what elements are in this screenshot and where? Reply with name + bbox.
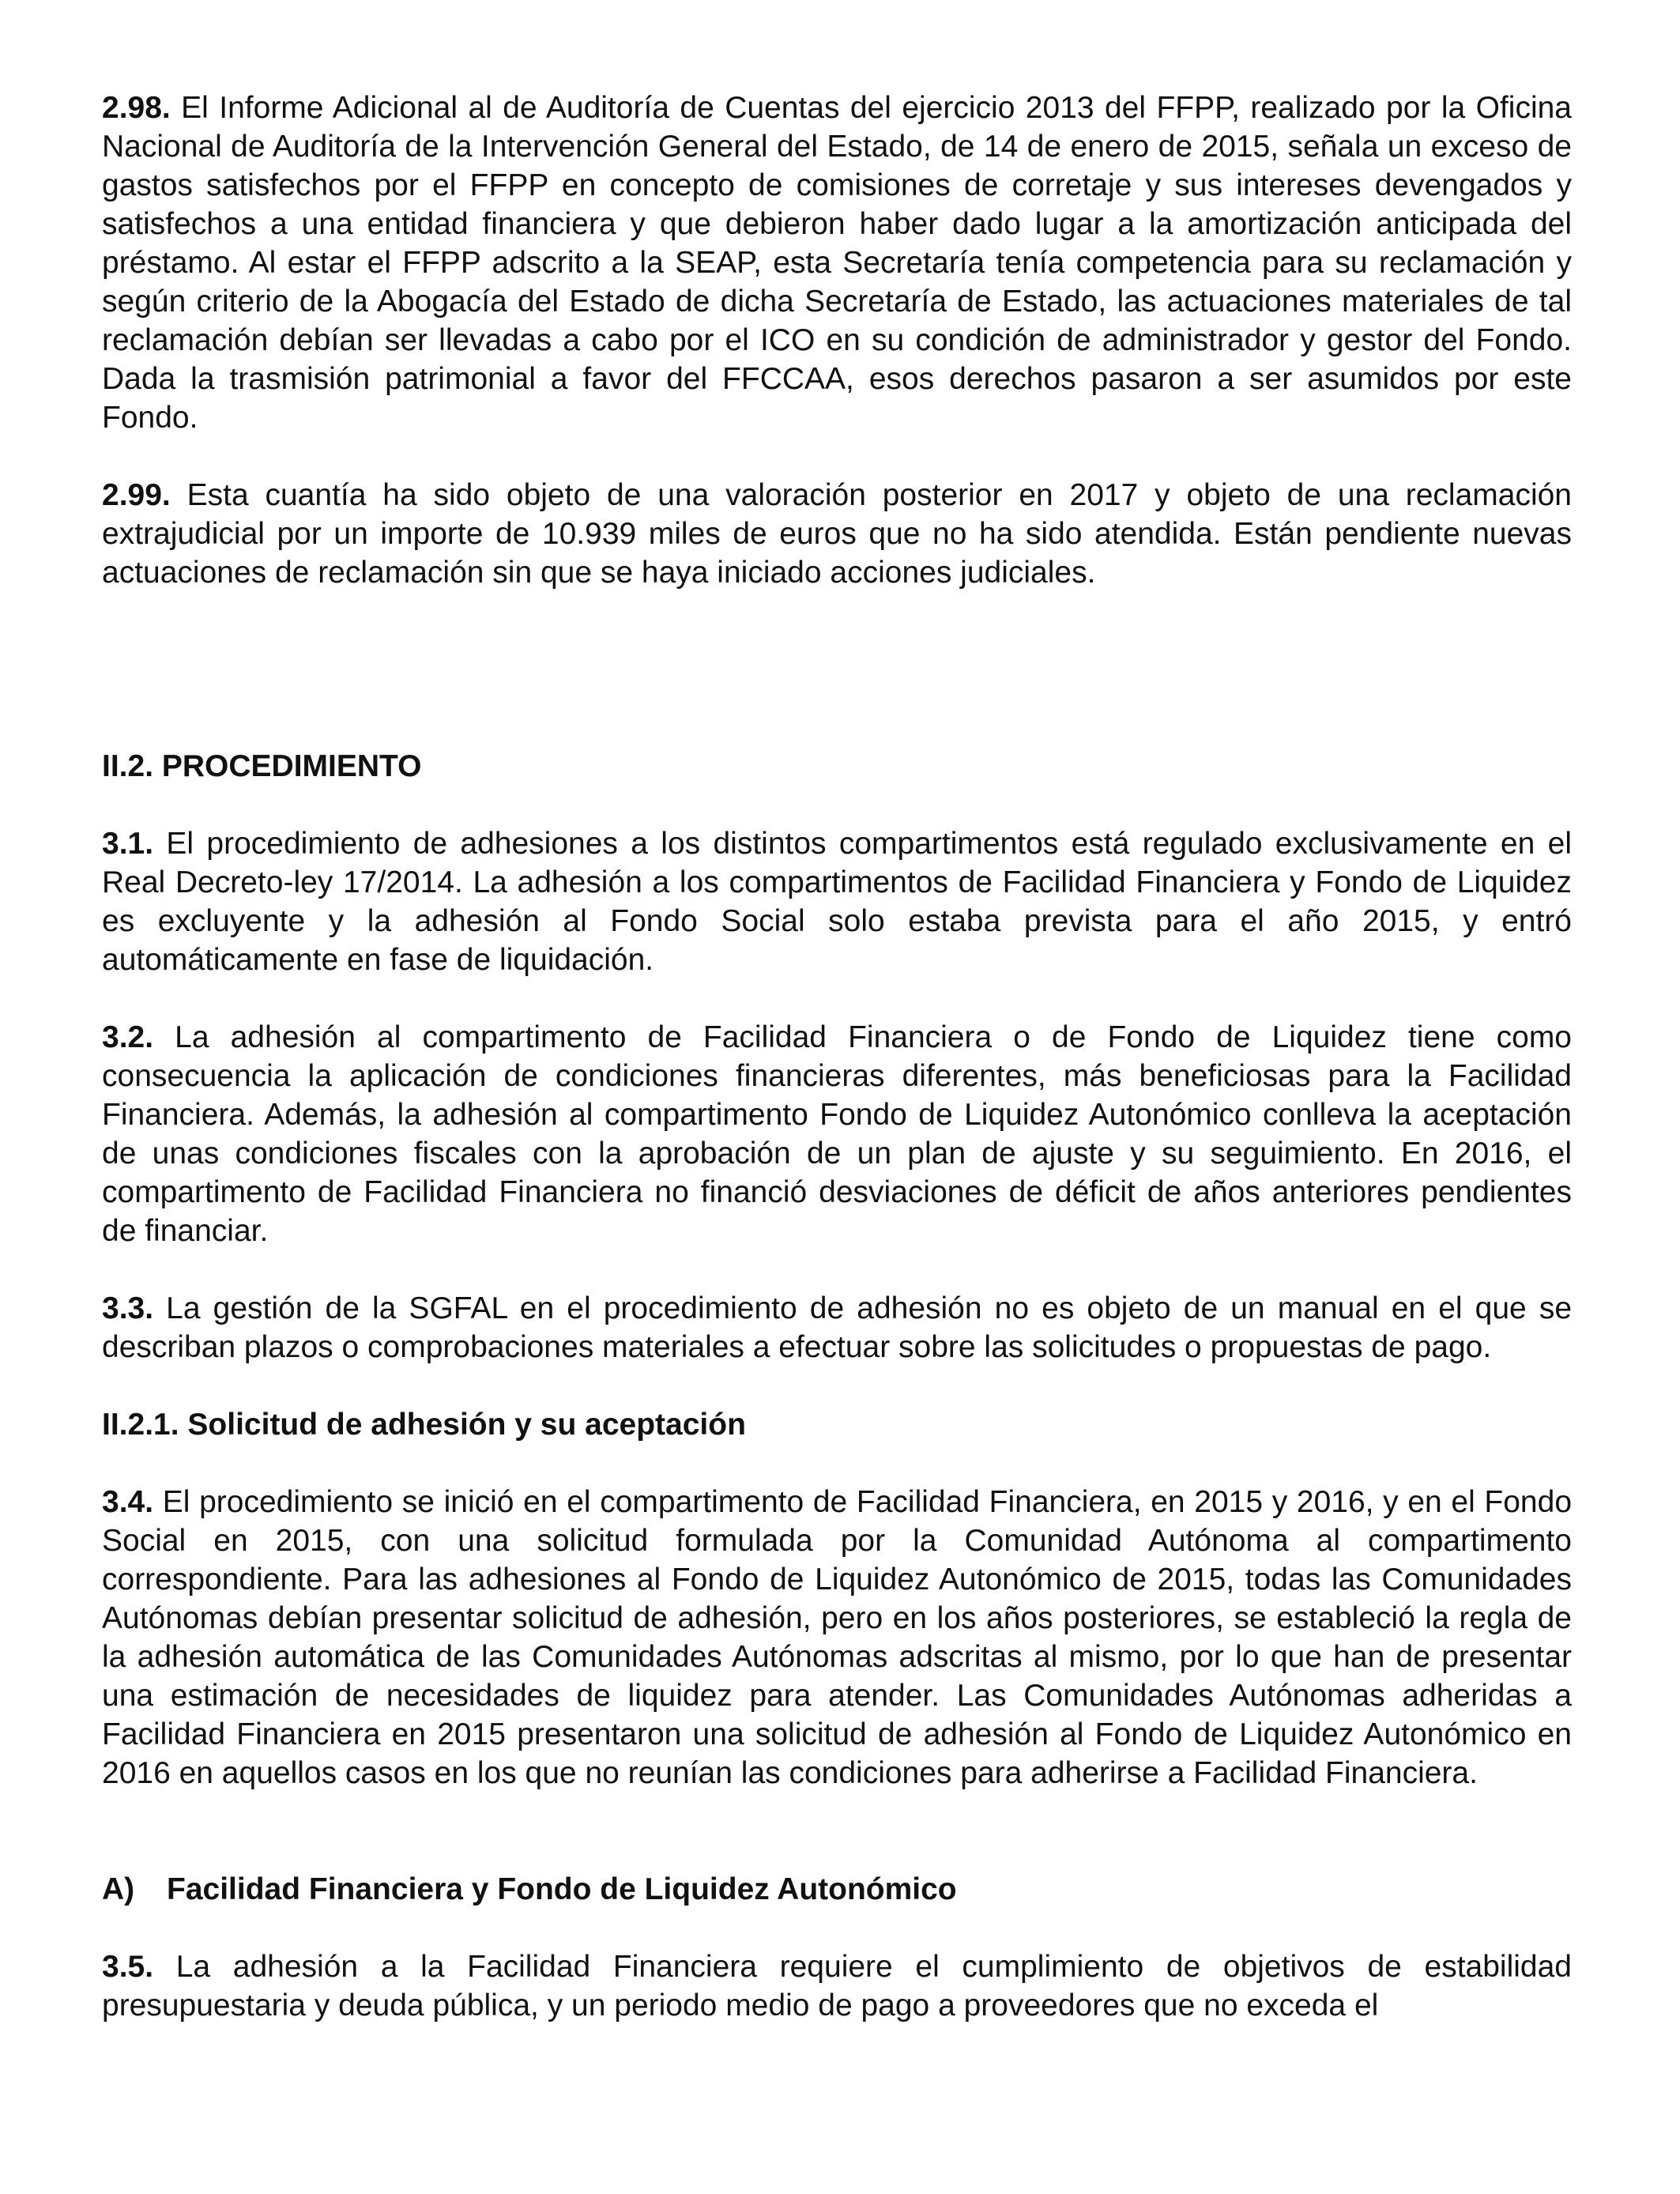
paragraph-3-2 [102, 1018, 1572, 1250]
paragraph-number: 3.1. [102, 827, 154, 861]
paragraph-number: 2.98. [102, 91, 171, 125]
section-spacer [102, 1831, 1572, 1870]
paragraph-3-1 [102, 824, 1572, 979]
paragraph-3-4 [102, 1483, 1572, 1793]
paragraph-number: 2.99. [102, 478, 171, 512]
paragraph-text: La adhesión a la Facilidad Financiera requiere el cumplimiento de objetivos de estabilidad presupuestaria y deuda pública, y un periodo medio de pago a proveedores que no exceda el [102, 1950, 1572, 2022]
paragraph-3-5 [102, 1947, 1572, 2025]
paragraph-number: 3.3. [102, 1291, 154, 1325]
subsection-heading-a [102, 1870, 1572, 1909]
subsection-number: II.2.1. [102, 1408, 179, 1442]
paragraph-text: Esta cuantía ha sido objeto de una valoración posterior en 2017 y objeto de una reclamación extrajudicial por un importe de 10.939 miles de euros que no ha sido atendida. Están pendiente nuevas actuaciones de reclamación sin que se haya iniciado acciones judiciales. [102, 478, 1572, 590]
section-heading-procedimiento: II.2. PROCEDIMIENTO [102, 749, 422, 783]
document-body [102, 89, 1572, 2064]
paragraph-3-3 [102, 1289, 1572, 1367]
paragraph-text: La adhesión al compartimento de Facilidad Financiera o de Fondo de Liquidez tiene como consecuencia la aplicación de condiciones financieras diferentes, más beneficiosas para la Facilidad Financiera. Además, la adhesión al compartimento Fondo de Liquidez Autonómico conlleva la aceptación de unas condiciones fiscales con la aprobación de un plan de ajuste y su seguimiento. En 2016, el compartimento de Facilidad Financiera no financió desviaciones de déficit de años anteriores pendientes de financiar. [102, 1020, 1572, 1248]
paragraph-2-98 [102, 89, 1572, 437]
subsection-letter: A) [102, 1872, 135, 1906]
subsection-heading-solicitud [102, 1405, 1572, 1444]
paragraph-text: El procedimiento de adhesiones a los distintos compartimentos está regulado exclusivamente en el Real Decreto-ley 17/2014. La adhesión a los compartimentos de Facilidad Financiera y Fondo de Liquidez es excluyente y la adhesión al Fondo Social solo estaba prevista para el año 2015, y entró automáticamente en fase de liquidación. [102, 827, 1572, 977]
paragraph-number: 3.2. [102, 1020, 154, 1054]
section-spacer [102, 631, 1572, 747]
paragraph-text: El procedimiento se inició en el compartimento de Facilidad Financiera, en 2015 y 2016, y en el Fondo Social en 2015, con una solicitud formulada por la Comunidad Autónoma al compartimento correspondiente. Para las adhesiones al Fondo de Liquidez Autonómico de 2015, todas las Comunidades Autónomas debían presentar solicitud de adhesión, pero en los años posteriores, se estableció la regla de la adhesión automática de las Comunidades Autónomas adscritas al mismo, por lo que han de presentar una estimación de necesidades de liquidez para atender. Las Comunidades Autónomas adheridas a Facilidad Financiera en 2015 presentaron una solicitud de adhesión al Fondo de Liquidez Autonómico en 2016 en aquellos casos en los que no reunían las condiciones para adherirse a Facilidad Financiera. [102, 1485, 1573, 1790]
paragraph-number: 3.4. [102, 1485, 154, 1519]
paragraph-text: El Informe Adicional al de Auditoría de Cuentas del ejercicio 2013 del FFPP, realizado por la Oficina Nacional de Auditoría de la Intervención General del Estado, de 14 de enero de 2015, señala un exceso de gastos satisfechos por el FFPP en concepto de comisiones de corretaje y sus intereses devengados y satisfechos a una entidad financiera y que debieron haber dado lugar a la amortización anticipada del préstamo. Al estar el FFPP adscrito a la SEAP, esta Secretaría tenía competencia para su reclamación y según criterio de la Abogacía del Estado de dicha Secretaría de Estado, las actuaciones materiales de tal reclamación debían ser llevadas a cabo por el ICO en su condición de administrador y gestor del Fondo. Dada la trasmisión patrimonial a favor del FFCCAA, esos derechos pasaron a ser asumidos por este Fondo. [102, 91, 1572, 435]
subsection-title: Facilidad Financiera y Fondo de Liquidez Autonómico [167, 1872, 957, 1906]
subsection-title: Solicitud de adhesión y su aceptación [187, 1408, 746, 1442]
paragraph-number: 3.5. [102, 1950, 154, 1984]
paragraph-text: La gestión de la SGFAL en el procedimiento de adhesión no es objeto de un manual en el que se describan plazos o comprobaciones materiales a efectuar sobre las solicitudes o propuestas de pago. [102, 1291, 1573, 1364]
paragraph-2-99 [102, 476, 1572, 592]
